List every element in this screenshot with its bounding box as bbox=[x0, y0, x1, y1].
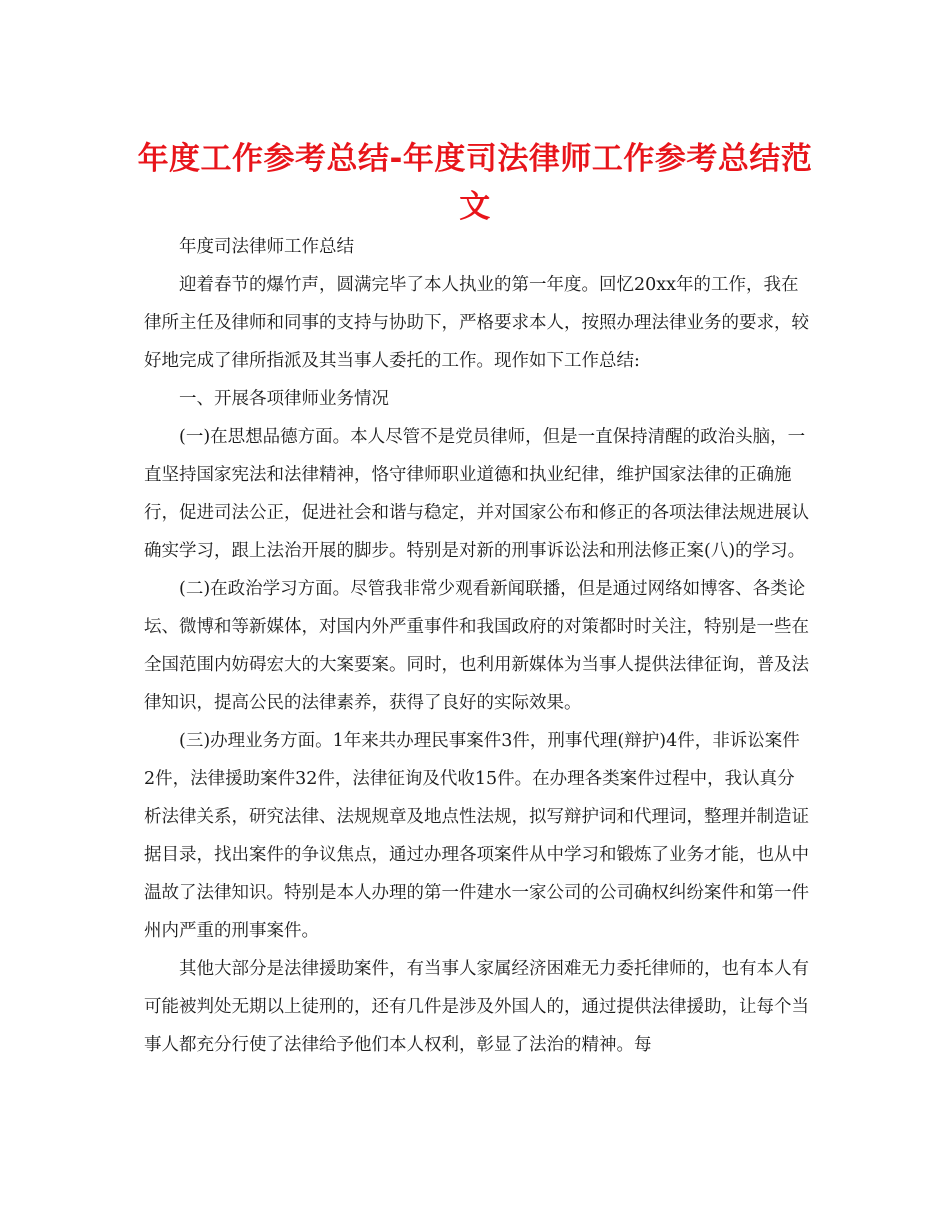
body-paragraph: (三)办理业务方面。1年来共办理民事案件3件，刑事代理(辩护)4件，非诉讼案件2件，法律援助案件32件，法律征询及代收15件。在办理各类案件过程中，我认真分析法律关系，研究法律、法规规章及地点性法规，拟写辩护词和代理词，整理并制造证据目录，找出案件的争议焦点，通过办理各项案件从中学习和锻炼了业务才能，也从中温故了法律知识。特别是本人办理的第一件建水一家公司的公司确权纠纷案件和第一件州内严重的刑事案件。 bbox=[144, 731, 809, 941]
document-body bbox=[144, 228, 809, 1064]
body-paragraph: 年度司法律师工作总结 bbox=[179, 237, 354, 257]
body-paragraph: (二)在政治学习方面。尽管我非常少观看新闻联播，但是通过网络如博客、各类论坛、微博和等新媒体，对国内外严重事件和我国政府的对策都时时关注，特别是一些在全国范围内妨碍宏大的大案要案。同时，也利用新媒体为当事人提供法律征询，普及法律知识，提高公民的法律素养，获得了良好的实际效果。 bbox=[144, 579, 809, 713]
section-heading: 一、开展各项律师业务情况 bbox=[179, 389, 389, 409]
document-title: 年度工作参考总结-年度司法律师工作参考总结范文 bbox=[137, 141, 813, 225]
body-paragraph: 迎着春节的爆竹声，圆满完毕了本人执业的第一年度。回忆20xx年的工作，我在律所主任及律师和同事的支持与协助下，严格要求本人，按照办理法律业务的要求，较好地完成了律所指派及其当事人委托的工作。现作如下工作总结: bbox=[144, 275, 809, 371]
body-paragraph: (一)在思想品德方面。本人尽管不是党员律师，但是一直保持清醒的政治头脑，一直坚持国家宪法和法律精神，恪守律师职业道德和执业纪律，维护国家法律的正确施行，促进司法公正，促进社会和谐与稳定，并对国家公布和修正的各项法律法规进展认确实学习，跟上法治开展的脚步。特别是对新的刑事诉讼法和刑法修正案(八)的学习。 bbox=[144, 427, 809, 561]
body-paragraph: 其他大部分是法律援助案件，有当事人家属经济困难无力委托律师的，也有本人有可能被判处无期以上徒刑的，还有几件是涉及外国人的，通过提供法律援助，让每个当事人都充分行使了法律给予他们本人权利，彰显了法治的精神。每 bbox=[144, 959, 809, 1055]
